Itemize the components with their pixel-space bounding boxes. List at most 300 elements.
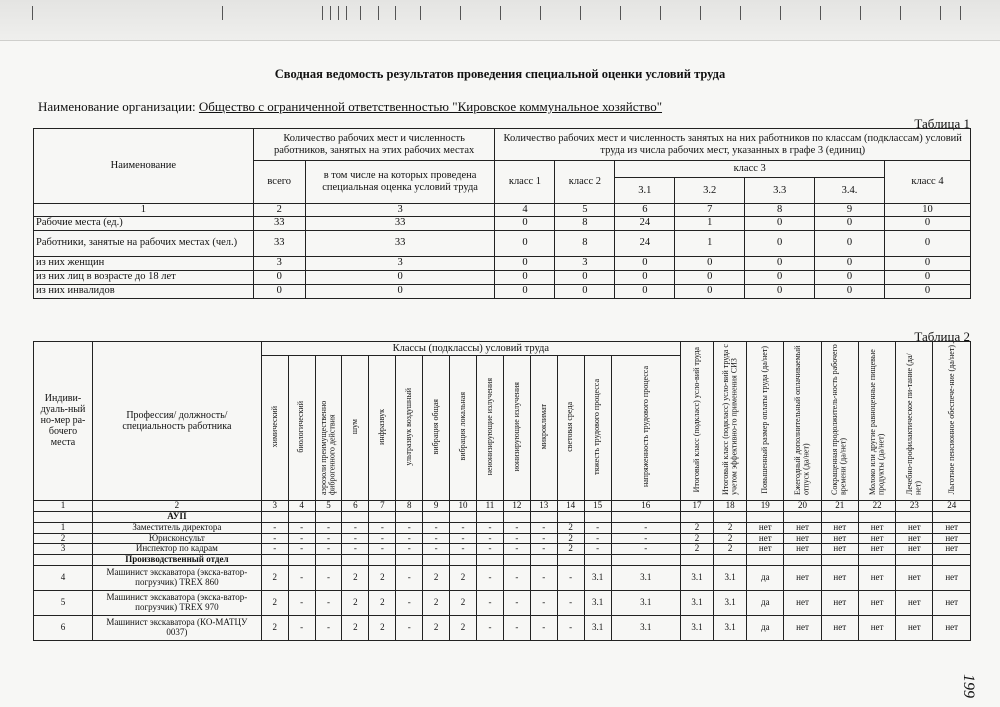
t2-cell: нет xyxy=(821,544,858,555)
t2-cell: 2 xyxy=(261,591,288,616)
t2-cell: - xyxy=(477,566,504,591)
t2-cell: - xyxy=(315,544,342,555)
t1-cell: 0 xyxy=(615,256,675,270)
t2-cell: - xyxy=(315,533,342,544)
t2-row-name: Машинист экскаватора (экска-ватор-погрузчик) TREX 860 xyxy=(93,566,262,591)
t1-cell: 33 xyxy=(253,216,305,230)
t2-cell: 3.1 xyxy=(611,616,680,641)
t2-section-spacer xyxy=(477,555,504,566)
t2-section-spacer xyxy=(896,511,933,522)
t2-cell: нет xyxy=(747,544,784,555)
t2-colnum: 21 xyxy=(821,500,858,511)
t2-row-id: 5 xyxy=(34,591,93,616)
t1-row xyxy=(34,216,971,230)
t2-section-spacer xyxy=(423,511,450,522)
t1-row xyxy=(34,270,971,284)
table1-label: Таблица 1 xyxy=(914,116,970,131)
t2-cell: 3.1 xyxy=(584,566,611,591)
t2-cell: 2 xyxy=(450,616,477,641)
t1-cell: 3 xyxy=(555,256,615,270)
t1-row xyxy=(34,256,971,270)
table2-label: Таблица 2 xyxy=(914,329,970,344)
t2-colnum: 11 xyxy=(477,500,504,511)
t2-cell: нет xyxy=(933,522,971,533)
t2-factor-label: микроклимат xyxy=(538,403,548,450)
t2-header-summary xyxy=(896,342,933,501)
t1-header-assessed: в том числе на которых проведена специальная оценка условий труда xyxy=(305,161,495,204)
t2-factor-label: неионизирующие излучения xyxy=(484,377,494,476)
t2-row-id: 1 xyxy=(34,522,93,533)
t1-colnum: 3 xyxy=(305,204,495,217)
t2-cell: 3.1 xyxy=(680,591,713,616)
t2-colnum: 23 xyxy=(896,500,933,511)
t2-section-spacer xyxy=(315,555,342,566)
t1-header-class3: класс 3 xyxy=(615,161,885,178)
t2-factor-label: химический xyxy=(269,405,279,448)
t2-cell: - xyxy=(450,544,477,555)
t2-cell: нет xyxy=(896,544,933,555)
t2-colnum: 18 xyxy=(714,500,747,511)
t2-cell: нет xyxy=(821,616,858,641)
t2-factor-header xyxy=(396,356,423,501)
t2-cell: - xyxy=(503,616,530,641)
t2-cell: - xyxy=(423,544,450,555)
t1-cell: 0 xyxy=(555,270,615,284)
t2-cell: - xyxy=(611,522,680,533)
t2-section-spacer xyxy=(342,555,369,566)
t2-cell: - xyxy=(584,544,611,555)
t2-cell: - xyxy=(423,533,450,544)
t2-colnum: 2 xyxy=(93,500,262,511)
workplaces-table xyxy=(33,341,971,641)
t2-section-spacer xyxy=(450,555,477,566)
t2-factor-label: аэрозоли преимущественно фиброгенного действия xyxy=(319,400,337,495)
t1-cell: 0 xyxy=(495,216,555,230)
t2-colnum: 12 xyxy=(503,500,530,511)
t2-row xyxy=(34,591,971,616)
t1-header-3-4: 3.4. xyxy=(815,178,885,204)
t2-cell: - xyxy=(423,522,450,533)
t1-cell: 0 xyxy=(815,256,885,270)
t2-cell: 2 xyxy=(369,616,396,641)
t2-colnum: 13 xyxy=(530,500,557,511)
t2-cell: 3.1 xyxy=(714,566,747,591)
t2-row-id: 6 xyxy=(34,616,93,641)
t2-factor-header xyxy=(477,356,504,501)
t1-cell: 8 xyxy=(555,216,615,230)
t1-cell: 0 xyxy=(815,230,885,256)
t2-cell: - xyxy=(477,533,504,544)
t2-cell: - xyxy=(342,544,369,555)
t2-section-spacer xyxy=(557,511,584,522)
t2-summary-label: Ежегодный дополнительный оплачиваемый отпуск (да/нет) xyxy=(793,345,811,495)
t2-row xyxy=(34,566,971,591)
t2-cell: нет xyxy=(858,616,895,641)
t2-section-spacer xyxy=(503,511,530,522)
t2-cell: нет xyxy=(821,566,858,591)
t1-colnum: 5 xyxy=(555,204,615,217)
t2-colnum: 7 xyxy=(369,500,396,511)
t2-cell: - xyxy=(396,616,423,641)
t1-cell: 0 xyxy=(745,216,815,230)
t1-header-class1: класс 1 xyxy=(495,161,555,204)
t2-cell: 2 xyxy=(714,522,747,533)
t2-section-spacer xyxy=(784,511,821,522)
t2-cell: 2 xyxy=(714,533,747,544)
t2-factor-header xyxy=(611,356,680,501)
t2-cell: нет xyxy=(896,566,933,591)
t2-section-spacer xyxy=(933,555,971,566)
t2-factor-label: вибрация локальная xyxy=(457,392,467,461)
t2-cell: 2 xyxy=(423,616,450,641)
t1-cell: 0 xyxy=(253,284,305,298)
t2-row-id: 2 xyxy=(34,533,93,544)
t1-cell: 0 xyxy=(815,284,885,298)
t2-summary-label: Лечебно-профилактическое пи-тание (да/нет) xyxy=(904,353,923,495)
t2-row-id: 3 xyxy=(34,544,93,555)
t1-cell: 1 xyxy=(675,216,745,230)
t2-cell: - xyxy=(584,533,611,544)
t2-cell: 2 xyxy=(450,591,477,616)
t1-cell: 3 xyxy=(253,256,305,270)
t2-cell: нет xyxy=(933,533,971,544)
t2-section-spacer xyxy=(680,511,713,522)
t2-cell: - xyxy=(530,591,557,616)
t2-colnum: 14 xyxy=(557,500,584,511)
t2-cell: - xyxy=(396,566,423,591)
t2-colnum: 8 xyxy=(396,500,423,511)
t2-cell: - xyxy=(557,566,584,591)
t2-factor-header xyxy=(584,356,611,501)
t2-cell: - xyxy=(261,533,288,544)
t2-section-spacer xyxy=(369,555,396,566)
t2-section-spacer xyxy=(477,511,504,522)
t2-cell: нет xyxy=(933,616,971,641)
t2-cell: - xyxy=(288,522,315,533)
t2-cell: нет xyxy=(821,591,858,616)
t2-cell: 3.1 xyxy=(680,616,713,641)
t1-row-name: из них инвалидов xyxy=(34,284,254,298)
t2-section-spacer xyxy=(503,555,530,566)
t2-cell: - xyxy=(557,591,584,616)
t2-factor-label: инфразвук xyxy=(377,408,387,445)
t2-cell: 2 xyxy=(423,566,450,591)
t1-header-3-2: 3.2 xyxy=(675,178,745,204)
t2-cell: нет xyxy=(784,591,821,616)
t2-cell: - xyxy=(503,566,530,591)
t2-cell: нет xyxy=(784,533,821,544)
t2-section-spacer xyxy=(423,555,450,566)
t2-section-spacer xyxy=(821,555,858,566)
t2-colnum: 6 xyxy=(342,500,369,511)
t1-header-class4: класс 4 xyxy=(885,161,971,204)
t2-section-title: АУП xyxy=(93,511,262,522)
t2-section-spacer xyxy=(530,511,557,522)
t2-cell: нет xyxy=(933,566,971,591)
t2-cell: нет xyxy=(933,591,971,616)
t1-header-total: всего xyxy=(253,161,305,204)
t2-cell: да xyxy=(747,616,784,641)
t2-section-spacer xyxy=(933,511,971,522)
t2-row xyxy=(34,616,971,641)
t1-cell: 0 xyxy=(305,284,495,298)
t2-section-spacer xyxy=(747,555,784,566)
t2-cell: - xyxy=(503,544,530,555)
t1-cell: 33 xyxy=(305,216,495,230)
t2-factor-header xyxy=(503,356,530,501)
t2-cell: да xyxy=(747,566,784,591)
t1-cell: 0 xyxy=(495,256,555,270)
t2-colnum: 24 xyxy=(933,500,971,511)
t2-cell: - xyxy=(288,544,315,555)
t2-factor-header xyxy=(261,356,288,501)
t2-header-summary xyxy=(680,342,713,501)
t2-factor-label: биологический xyxy=(296,400,306,453)
t2-factor-label: напряженность трудового процесса xyxy=(640,365,650,488)
t2-cell: 2 xyxy=(369,591,396,616)
t2-cell: - xyxy=(530,566,557,591)
t2-factor-header xyxy=(288,356,315,501)
t2-factor-label: вибрация общая xyxy=(430,398,440,455)
t2-cell: 2 xyxy=(261,616,288,641)
t2-cell: нет xyxy=(821,522,858,533)
t2-cell: нет xyxy=(858,533,895,544)
t2-section-spacer xyxy=(584,555,611,566)
t2-cell: - xyxy=(396,522,423,533)
t2-section-spacer xyxy=(584,511,611,522)
t2-cell: 3.1 xyxy=(584,591,611,616)
t1-cell: 0 xyxy=(885,270,971,284)
t2-header-summary xyxy=(714,342,747,501)
t1-cell: 0 xyxy=(745,256,815,270)
t1-cell: 33 xyxy=(305,230,495,256)
t1-header-name: Наименование xyxy=(34,129,254,204)
t2-section-spacer xyxy=(34,555,93,566)
t2-colnum: 4 xyxy=(288,500,315,511)
t1-colnum: 10 xyxy=(885,204,971,217)
t2-factor-header xyxy=(315,356,342,501)
t1-cell: 0 xyxy=(675,270,745,284)
t2-cell: - xyxy=(530,522,557,533)
t2-row xyxy=(34,544,971,555)
t1-cell: 0 xyxy=(885,230,971,256)
t1-header-3-1: 3.1 xyxy=(615,178,675,204)
t2-cell: - xyxy=(450,522,477,533)
t2-factor-label: световая среда xyxy=(565,401,575,452)
t1-cell: 0 xyxy=(495,270,555,284)
t2-cell: - xyxy=(503,591,530,616)
t1-column-numbers xyxy=(34,204,971,217)
t2-cell: нет xyxy=(858,544,895,555)
t2-header-profession: Профессия/ должность/ специальность работника xyxy=(93,342,262,501)
t1-cell: 0 xyxy=(615,270,675,284)
t2-section-spacer xyxy=(261,511,288,522)
t2-cell: - xyxy=(503,533,530,544)
t2-cell: 2 xyxy=(342,566,369,591)
t2-body xyxy=(34,500,971,640)
t2-section-spacer xyxy=(557,555,584,566)
t2-cell: нет xyxy=(858,522,895,533)
t1-colnum: 4 xyxy=(495,204,555,217)
t2-cell: - xyxy=(530,616,557,641)
t2-cell: - xyxy=(288,533,315,544)
t2-colnum: 10 xyxy=(450,500,477,511)
t1-cell: 0 xyxy=(815,270,885,284)
t2-section-spacer xyxy=(821,511,858,522)
t1-header-group2: Количество рабочих мест и численность занятых на них работников по классам (подклассам) условий труда из числа рабочих мест, указанных в графе 3 (единиц) xyxy=(495,129,971,161)
t2-section-spacer xyxy=(714,511,747,522)
t1-row-name: из них лиц в возрасте до 18 лет xyxy=(34,270,254,284)
t1-cell: 0 xyxy=(745,284,815,298)
t1-colnum: 1 xyxy=(34,204,254,217)
t2-cell: нет xyxy=(858,591,895,616)
t2-summary-label: Молоко или другие равноценные пищевые продукты (да/нет) xyxy=(867,349,886,495)
t2-section-spacer xyxy=(288,555,315,566)
t1-body xyxy=(34,216,971,298)
t2-cell: 2 xyxy=(261,566,288,591)
t1-cell: 0 xyxy=(885,216,971,230)
t2-cell: нет xyxy=(784,544,821,555)
t2-header-summary xyxy=(858,342,895,501)
t2-cell: - xyxy=(477,544,504,555)
t1-cell: 8 xyxy=(555,230,615,256)
t2-cell: - xyxy=(557,616,584,641)
t2-section-row xyxy=(34,555,971,566)
t2-cell: - xyxy=(315,566,342,591)
t1-cell: 0 xyxy=(745,230,815,256)
t2-cell: нет xyxy=(821,533,858,544)
t1-cell: 24 xyxy=(615,230,675,256)
t2-cell: нет xyxy=(933,544,971,555)
t2-cell: - xyxy=(342,533,369,544)
t2-cell: - xyxy=(342,522,369,533)
t2-cell: нет xyxy=(896,616,933,641)
t2-colnum: 19 xyxy=(747,500,784,511)
summary-table xyxy=(33,128,971,299)
t2-summary-label: Итоговый класс (подкласс) усло-вий труда с учетом эффективно-го применения СИЗ xyxy=(720,344,739,495)
t2-cell: нет xyxy=(896,533,933,544)
t2-cell: 3.1 xyxy=(714,591,747,616)
t2-section-spacer xyxy=(261,555,288,566)
t2-factor-label: шум xyxy=(350,418,360,435)
t1-row xyxy=(34,230,971,256)
t2-section-spacer xyxy=(530,555,557,566)
t2-section-spacer xyxy=(896,555,933,566)
t1-cell: 0 xyxy=(305,270,495,284)
t2-header-summary xyxy=(933,342,971,501)
organization-label: Наименование организации: xyxy=(38,99,196,114)
t2-cell: - xyxy=(396,533,423,544)
t2-cell: 2 xyxy=(680,522,713,533)
t2-cell: - xyxy=(477,616,504,641)
t2-cell: 2 xyxy=(423,591,450,616)
t2-cell: 2 xyxy=(557,544,584,555)
t1-cell: 0 xyxy=(675,284,745,298)
t2-cell: 2 xyxy=(342,616,369,641)
t2-factor-header xyxy=(423,356,450,501)
t2-summary-label: Повышенный размер оплаты труда (да/нет) xyxy=(760,345,770,494)
t2-factor-header xyxy=(369,356,396,501)
t2-row-name: Инспектор по кадрам xyxy=(93,544,262,555)
t2-factor-header xyxy=(530,356,557,501)
t1-cell: 0 xyxy=(615,284,675,298)
t2-colnum: 17 xyxy=(680,500,713,511)
t2-section-spacer xyxy=(288,511,315,522)
t2-cell: - xyxy=(503,522,530,533)
t1-colnum: 9 xyxy=(815,204,885,217)
t2-cell: - xyxy=(288,566,315,591)
t2-cell: 3.1 xyxy=(584,616,611,641)
t2-cell: - xyxy=(611,533,680,544)
t1-colnum: 7 xyxy=(675,204,745,217)
t2-cell: нет xyxy=(747,533,784,544)
t2-cell: нет xyxy=(784,522,821,533)
page-number: 199 xyxy=(960,674,977,698)
t2-cell: 2 xyxy=(680,544,713,555)
t2-header-summary xyxy=(747,342,784,501)
t2-cell: - xyxy=(288,591,315,616)
t1-cell: 0 xyxy=(495,284,555,298)
t2-colnum: 1 xyxy=(34,500,93,511)
t2-section-spacer xyxy=(396,511,423,522)
t2-header-summary xyxy=(784,342,821,501)
t1-header-class2: класс 2 xyxy=(555,161,615,204)
t2-cell: 2 xyxy=(557,522,584,533)
t2-cell: - xyxy=(477,591,504,616)
t1-colnum: 2 xyxy=(253,204,305,217)
t2-colnum: 5 xyxy=(315,500,342,511)
t2-cell: - xyxy=(315,522,342,533)
t2-cell: 3.1 xyxy=(680,566,713,591)
t2-cell: 3.1 xyxy=(714,616,747,641)
t2-section-spacer xyxy=(747,511,784,522)
t2-section-spacer xyxy=(714,555,747,566)
t2-colnum: 16 xyxy=(611,500,680,511)
t2-cell: - xyxy=(369,533,396,544)
t2-section-spacer xyxy=(315,511,342,522)
t2-section-spacer xyxy=(680,555,713,566)
organization-line xyxy=(38,99,662,115)
t2-row xyxy=(34,533,971,544)
t2-row-id: 4 xyxy=(34,566,93,591)
t2-section-spacer xyxy=(369,511,396,522)
t2-cell: нет xyxy=(784,566,821,591)
t2-cell: - xyxy=(530,533,557,544)
t1-cell: 1 xyxy=(675,230,745,256)
t2-factor-header xyxy=(342,356,369,501)
t2-row-name: Машинист экскаватора (экска-ватор-погрузчик) TREX 970 xyxy=(93,591,262,616)
t2-summary-label: Льготное пенсионное обеспече-ние (да/нет) xyxy=(946,344,956,495)
t2-cell: - xyxy=(611,544,680,555)
t2-factor-header xyxy=(450,356,477,501)
t2-cell: - xyxy=(315,616,342,641)
t1-colnum: 8 xyxy=(745,204,815,217)
organization-name: Общество с ограниченной ответственностью "Кировское коммунальное хозяйство" xyxy=(198,99,663,114)
t2-cell: - xyxy=(477,522,504,533)
t2-row-name: Заместитель директора xyxy=(93,522,262,533)
t1-colnum: 6 xyxy=(615,204,675,217)
t2-summary-label: Итоговый класс (подкласс) усло-вий труда xyxy=(691,346,701,493)
t1-cell: 0 xyxy=(745,270,815,284)
t1-cell: 0 xyxy=(885,256,971,270)
t2-cell: - xyxy=(261,522,288,533)
t2-row xyxy=(34,522,971,533)
scan-top-strip xyxy=(0,0,1000,41)
t2-cell: 3.1 xyxy=(611,566,680,591)
t2-section-spacer xyxy=(611,511,680,522)
t2-cell: 3.1 xyxy=(611,591,680,616)
t1-cell: 0 xyxy=(815,216,885,230)
